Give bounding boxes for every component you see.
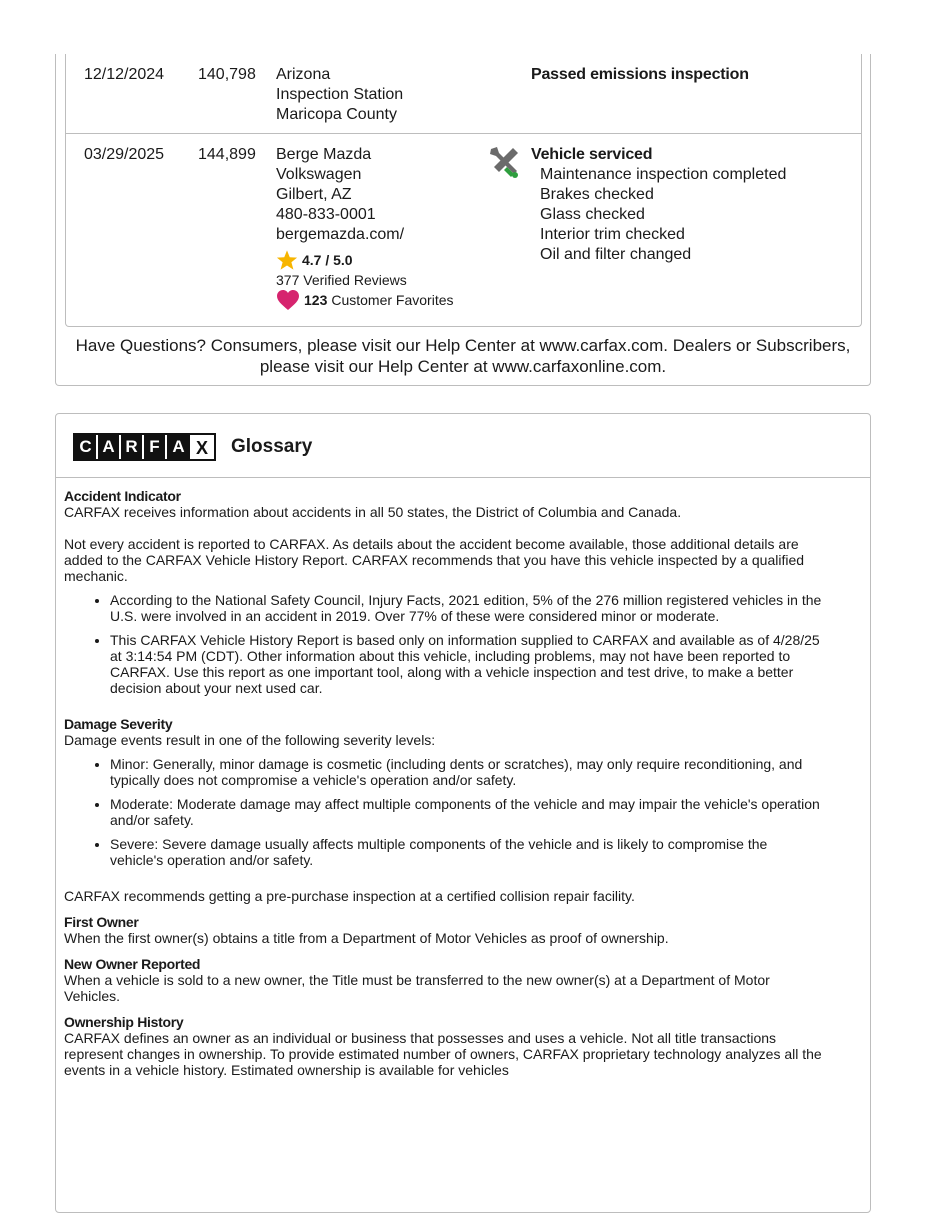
help-center-notice: Have Questions? Consumers, please visit our Help Center at www.carfax.com. Dealers or Subscribers, please visit our Help Center at www.carfaxonline.com. [75,336,851,376]
history-table [65,54,862,327]
source-line: Arizona [276,66,331,83]
heart-icon [276,289,300,311]
term-new-owner-reported: New Owner Reported [64,956,201,972]
term-first-owner: First Owner [64,914,139,930]
comment-heading: Vehicle serviced [531,146,653,163]
history-row [66,54,861,134]
record-comments [531,145,786,265]
logo-letter: R [121,435,144,459]
dealer-website-link[interactable]: bergemazda.com/ [276,226,405,243]
comment-item: Oil and filter changed [540,246,692,263]
favorites-count: 123 [304,292,328,308]
definition-text: When the first owner(s) obtains a title from a Department of Motor Vehicles as proof of ownership. [64,930,669,946]
rating-value: 4.7 / 5.0 [302,252,353,268]
term-accident-indicator: Accident Indicator [64,488,181,504]
favorites-label: Customer Favorites [331,292,454,308]
comment-item: Brakes checked [540,186,654,203]
vehicle-history-card [55,54,871,386]
glossary-title: Glossary [231,436,313,457]
source-line: Maricopa County [276,106,397,123]
dealer-location: Gilbert, AZ [276,186,352,203]
dealer-phone[interactable]: 480-833-0001 [276,206,376,223]
dealer-rating [276,249,454,271]
glossary-body [64,488,824,1078]
history-row [66,134,861,326]
logo-letter: F [144,435,167,459]
logo-letter: A [167,435,190,459]
definition-list [64,756,824,868]
comment-item: Interior trim checked [540,226,685,243]
definition-list [64,592,824,696]
list-item: • Minor: Generally, minor damage is cosmetic (including dents or scratches), may only require reconditioning, and typically does not compromise a vehicle's operation and/or safety. [110,756,824,788]
comment-item: Maintenance inspection completed [540,166,787,183]
record-date: 03/29/2025 [84,146,165,163]
definition-text: Not every accident is reported to CARFAX. As details about the accident become available, those additional details are added to the CARFAX Vehicle History Report. CARFAX recommends that you have this vehicle inspected by a qualified mechanic. [64,536,805,584]
list-item: • Moderate: Moderate damage may affect multiple components of the vehicle and may impair the vehicle's operation and/or safety. [110,796,824,828]
customer-favorites [276,289,454,311]
dealer-name: Berge Mazda [276,146,372,163]
list-item: • According to the National Safety Council, Injury Facts, 2021 edition, 5% of the 276 million registered vehicles in the U.S. were involved in an accident in 2019. Over 77% of these were considered minor or moderate. [110,592,824,624]
term-ownership-history: Ownership History [64,1014,184,1030]
list-item: • Severe: Severe damage usually affects multiple components of the vehicle and is likely to compromise the vehicle's operation and/or safety. [110,836,824,868]
comment-heading: Passed emissions inspection [531,66,749,83]
list-item: • This CARFAX Vehicle History Report is based only on information supplied to CARFAX and available as of 4/28/25 at 3:14:54 PM (CDT). Other information about this vehicle, including problems, may not have been reported to CARFAX. Use this report as one important tool, along with a vehicle inspection and test drive, to make a better decision about your next used car. [110,632,824,696]
term-damage-severity: Damage Severity [64,716,173,732]
dealer-name-line2: Volkswagen [276,166,362,183]
definition-text: CARFAX recommends getting a pre-purchase inspection at a certified collision repair facility. [64,888,635,904]
record-mileage: 144,899 [198,146,256,163]
definition-text: CARFAX receives information about accidents in all 50 states, the District of Columbia and Canada. [64,504,682,520]
definition-text: CARFAX defines an owner as an individual or business that possesses and uses a vehicle. Not all title transactions represent changes in ownership. To provide estimated number of owners, CARFAX proprietary technology analyzes all the events in a vehicle history. Estimated ownership is available for vehicles [64,1030,822,1078]
glossary-card [55,413,871,1213]
verified-reviews-link[interactable]: 377 Verified Reviews [276,272,407,288]
definition-text: Damage events result in one of the following severity levels: [64,732,436,748]
glossary-header [56,414,870,478]
definition-text: When a vehicle is sold to a new owner, the Title must be transferred to the new owner(s) at a Department of Motor Vehicles. [64,972,770,1004]
record-comments [531,65,749,85]
record-source [276,65,403,125]
source-line: Inspection Station [276,86,404,103]
logo-letter: A [98,435,121,459]
record-mileage: 140,798 [198,66,256,83]
record-date: 12/12/2024 [84,66,165,83]
logo-letter-x: X [190,435,214,459]
comment-item: Glass checked [540,206,645,223]
carfax-logo [73,433,216,461]
logo-letter: C [75,435,98,459]
star-icon [276,249,298,271]
record-source [276,145,454,311]
service-tools-icon [487,145,521,179]
